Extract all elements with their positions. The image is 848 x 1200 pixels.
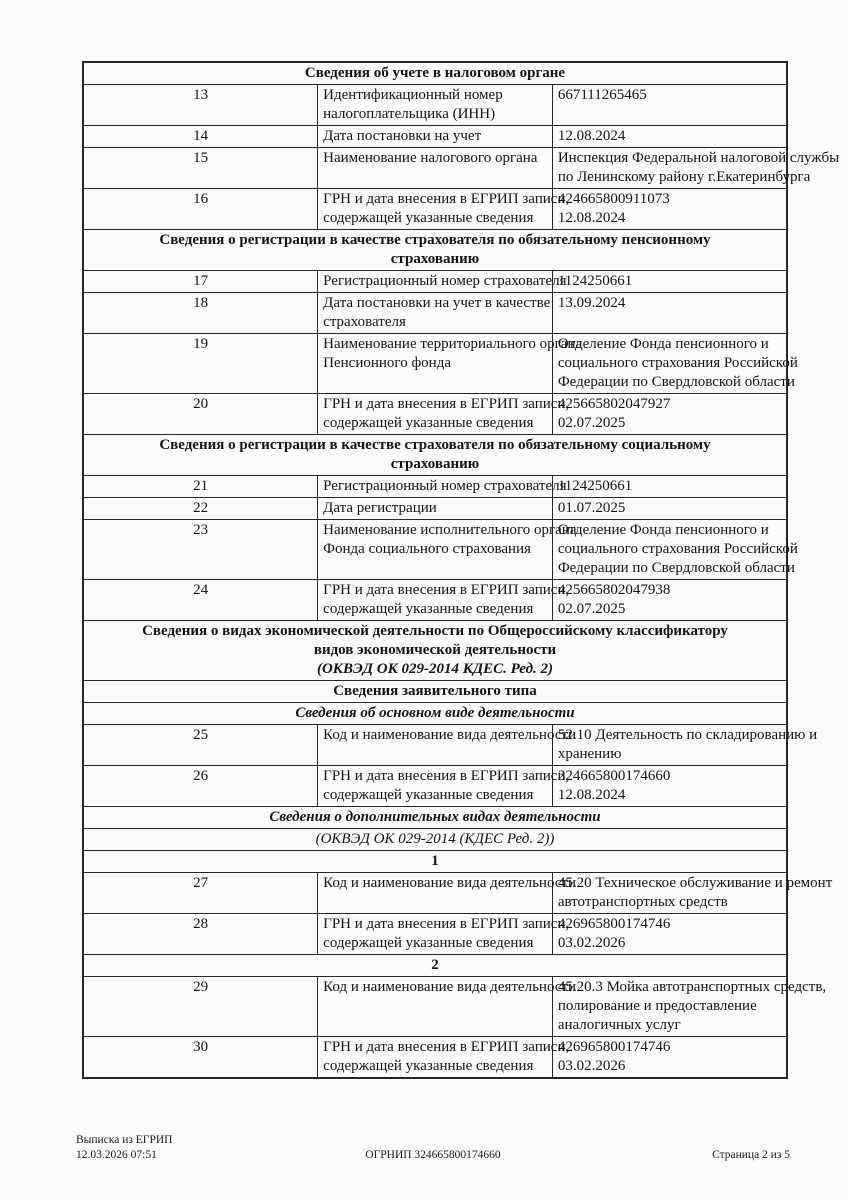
row-value-text: 12.08.2024 — [557, 787, 626, 803]
row-value-cell — [552, 977, 827, 1037]
section-header-text: Сведения об основном виде деятельности — [295, 705, 575, 721]
row-label-text: Фонда социального страхования — [323, 541, 531, 557]
row-label-cell — [318, 580, 570, 621]
section-header-text: страхованию — [390, 251, 480, 267]
row-value-text: Отделение Фонда пенсионного и — [557, 336, 769, 352]
row-label-cell — [318, 520, 577, 580]
section-header-row — [83, 807, 787, 829]
row-label-text: Пенсионного фонда — [323, 355, 451, 371]
row-value-text: 425665802047938 — [557, 582, 671, 598]
row-label-text: Наименование налогового органа — [323, 150, 538, 166]
row-number-cell: 25 — [83, 725, 318, 766]
data-row — [83, 293, 787, 334]
section-header-cell — [83, 230, 787, 271]
section-header-row — [83, 435, 787, 476]
row-value-text: 324665800174660 — [557, 768, 671, 784]
section-header-text: Сведения о регистрации в качестве страхователя по обязательному пенсионному — [159, 232, 711, 248]
row-label-text: налогоплательщика (ИНН) — [323, 106, 496, 122]
section-header-row — [83, 230, 787, 271]
data-row — [83, 126, 787, 148]
section-header-row — [83, 955, 787, 977]
row-label-cell — [318, 271, 567, 293]
section-header-text: видов экономической деятельности — [313, 642, 557, 658]
section-header-text: Сведения о дополнительных видах деятельности — [269, 809, 601, 825]
row-value-text: Федерации по Свердловской области — [557, 560, 795, 576]
row-label-text: ГРН и дата внесения в ЕГРИП записи, — [323, 582, 570, 598]
section-header-cell — [83, 62, 787, 85]
row-value-cell — [552, 1037, 787, 1079]
row-value-text: полирование и предоставление — [557, 998, 757, 1014]
row-label-cell — [318, 725, 577, 766]
row-value-cell — [552, 293, 787, 334]
row-number-cell: 18 — [83, 293, 318, 334]
row-label-text: ГРН и дата внесения в ЕГРИП записи, — [323, 191, 570, 207]
section-header-cell — [83, 851, 787, 873]
row-value-text: 01.07.2025 — [557, 500, 626, 516]
row-number-cell: 23 — [83, 520, 318, 580]
row-label-cell — [318, 334, 583, 394]
row-value-text: 45.20.3 Мойка автотранспортных средств, — [557, 979, 827, 995]
row-label-text: ГРН и дата внесения в ЕГРИП записи, — [323, 916, 570, 932]
row-number-cell: 28 — [83, 914, 318, 955]
row-value-text: 03.02.2026 — [557, 935, 626, 951]
row-label-text: содержащей указанные сведения — [323, 1058, 534, 1074]
row-label-text: Наименование исполнительного органа — [323, 522, 577, 538]
section-header-row — [83, 681, 787, 703]
row-label-text: содержащей указанные сведения — [323, 787, 534, 803]
data-row — [83, 85, 787, 126]
row-label-cell — [318, 148, 553, 189]
row-value-cell — [552, 189, 787, 230]
row-value-cell — [552, 520, 798, 580]
row-value-text: 13.09.2024 — [557, 295, 626, 311]
section-header-row — [83, 621, 787, 681]
row-value-text: 02.07.2025 — [557, 415, 626, 431]
row-value-text: 425665802047927 — [557, 396, 671, 412]
row-value-cell — [552, 498, 787, 520]
row-value-text: 12.08.2024 — [557, 128, 626, 144]
data-row — [83, 580, 787, 621]
row-number-cell: 24 — [83, 580, 318, 621]
section-header-text: (ОКВЭД ОК 029-2014 КДЕС. Ред. 2) — [316, 661, 554, 677]
row-number-cell: 13 — [83, 85, 318, 126]
row-label-cell — [318, 914, 570, 955]
row-value-text: хранению — [557, 746, 622, 762]
data-row — [83, 914, 787, 955]
row-value-text: 03.02.2026 — [557, 1058, 626, 1074]
row-value-cell — [552, 914, 787, 955]
row-value-text: по Ленинскому району г.Екатеринбурга — [557, 169, 811, 185]
section-header-cell — [83, 829, 787, 851]
egrip-extract-table — [82, 61, 840, 1079]
row-label-text: Дата постановки на учет — [323, 128, 482, 144]
row-value-text: 1124250661 — [557, 273, 633, 289]
row-value-text: аналогичных услуг — [557, 1017, 681, 1033]
section-header-text: 2 — [431, 957, 439, 973]
row-value-text: Инспекция Федеральной налоговой службы — [557, 150, 840, 166]
row-label-text: Код и наименование вида деятельности — [323, 727, 577, 743]
section-header-text: Сведения о видах экономической деятельности по Общероссийскому классификатору — [142, 623, 728, 639]
row-label-text: содержащей указанные сведения — [323, 601, 534, 617]
row-value-cell — [552, 334, 798, 394]
row-number-cell: 20 — [83, 394, 318, 435]
row-value-text: 667111265465 — [557, 87, 647, 103]
section-header-text: страхованию — [390, 456, 480, 472]
row-value-text: 426965800174746 — [557, 916, 671, 932]
row-number-cell: 21 — [83, 476, 318, 498]
row-number-cell: 17 — [83, 271, 318, 293]
section-header-text: (ОКВЭД ОК 029-2014 (КДЕС Ред. 2)) — [315, 831, 555, 847]
row-label-text: Регистрационный номер страхователя — [323, 273, 567, 289]
data-row — [83, 394, 787, 435]
row-number-cell: 30 — [83, 1037, 318, 1079]
section-header-cell — [83, 807, 787, 829]
data-row — [83, 271, 787, 293]
row-label-cell — [318, 498, 553, 520]
section-header-row — [83, 829, 787, 851]
row-label-text: Регистрационный номер страхователя — [323, 478, 567, 494]
row-label-cell — [318, 977, 577, 1037]
section-header-row — [83, 851, 787, 873]
section-header-cell — [83, 955, 787, 977]
row-value-text: автотранспортных средств — [557, 894, 728, 910]
row-label-text: Код и наименование вида деятельности — [323, 875, 577, 891]
section-header-cell — [83, 621, 787, 681]
section-header-cell — [83, 681, 787, 703]
row-value-text: 52.10 Деятельность по складированию и — [557, 727, 818, 743]
row-value-text: Федерации по Свердловской области — [557, 374, 795, 390]
section-header-cell — [83, 703, 787, 725]
data-row — [83, 977, 787, 1037]
section-header-row — [83, 703, 787, 725]
row-label-text: ГРН и дата внесения в ЕГРИП записи, — [323, 396, 570, 412]
row-value-cell — [552, 394, 787, 435]
row-label-cell — [318, 189, 570, 230]
row-value-text: 424665800911073 — [557, 191, 670, 207]
row-value-cell — [552, 873, 833, 914]
row-value-text: 02.07.2025 — [557, 601, 626, 617]
footer-page-number: Страница 2 из 5 — [712, 1149, 790, 1161]
section-header-text: Сведения об учете в налоговом органе — [304, 65, 566, 81]
row-value-text: 12.08.2024 — [557, 210, 626, 226]
data-row — [83, 766, 787, 807]
row-value-cell — [552, 85, 787, 126]
row-label-text: ГРН и дата внесения в ЕГРИП записи, — [323, 768, 570, 784]
row-value-text: 426965800174746 — [557, 1039, 671, 1055]
section-header-text: Сведения о регистрации в качестве страхователя по обязательному социальному — [159, 437, 711, 453]
row-number-cell: 14 — [83, 126, 318, 148]
row-label-text: содержащей указанные сведения — [323, 415, 534, 431]
row-label-text: ГРН и дата внесения в ЕГРИП записи, — [323, 1039, 570, 1055]
footer-timestamp: 12.03.2026 07:51 — [76, 1149, 157, 1161]
row-label-cell — [318, 766, 570, 807]
row-label-text: Наименование территориального органа — [323, 336, 583, 352]
row-number-cell: 26 — [83, 766, 318, 807]
row-label-text: Код и наименование вида деятельности — [323, 979, 577, 995]
row-value-text: социального страхования Российской — [557, 541, 798, 557]
row-label-cell — [318, 126, 553, 148]
data-row — [83, 725, 787, 766]
row-label-text: содержащей указанные сведения — [323, 935, 534, 951]
data-row — [83, 476, 787, 498]
row-number-cell: 16 — [83, 189, 318, 230]
row-label-text: Дата постановки на учет в качестве — [323, 295, 551, 311]
row-number-cell: 27 — [83, 873, 318, 914]
section-header-row — [83, 62, 787, 85]
section-header-text: 1 — [431, 853, 439, 869]
data-row — [83, 1037, 787, 1079]
row-value-cell — [552, 766, 787, 807]
footer-ogrnip: ОГРНИП 324665800174660 — [365, 1149, 501, 1161]
row-value-text: 1124250661 — [557, 478, 633, 494]
row-value-cell — [552, 148, 840, 189]
page-footer — [76, 1133, 790, 1167]
data-row — [83, 873, 787, 914]
row-label-cell — [318, 1037, 570, 1079]
row-label-cell — [318, 85, 553, 126]
section-header-text: Сведения заявительного типа — [333, 683, 537, 699]
data-row — [83, 148, 787, 189]
row-label-cell — [318, 873, 577, 914]
section-header-cell — [83, 435, 787, 476]
row-label-cell — [318, 394, 570, 435]
footer-doc-type: Выписка из ЕГРИП — [76, 1134, 173, 1146]
row-value-cell — [552, 476, 787, 498]
row-label-text: Дата регистрации — [323, 500, 437, 516]
data-row — [83, 334, 787, 394]
row-value-text: 45.20 Техническое обслуживание и ремонт — [557, 875, 833, 891]
row-label-text: Идентификационный номер — [323, 87, 503, 103]
row-value-cell — [552, 271, 787, 293]
row-number-cell: 15 — [83, 148, 318, 189]
row-number-cell: 22 — [83, 498, 318, 520]
row-number-cell: 19 — [83, 334, 318, 394]
table-body — [83, 62, 840, 1078]
row-label-text: страхователя — [323, 314, 406, 330]
row-value-cell — [552, 580, 787, 621]
row-number-cell: 29 — [83, 977, 318, 1037]
row-value-text: социального страхования Российской — [557, 355, 798, 371]
data-row — [83, 520, 787, 580]
row-value-cell — [552, 725, 818, 766]
data-row — [83, 498, 787, 520]
data-row — [83, 189, 787, 230]
row-value-cell — [552, 126, 787, 148]
row-label-text: содержащей указанные сведения — [323, 210, 534, 226]
row-value-text: Отделение Фонда пенсионного и — [557, 522, 769, 538]
row-label-cell — [318, 293, 553, 334]
row-label-cell — [318, 476, 567, 498]
